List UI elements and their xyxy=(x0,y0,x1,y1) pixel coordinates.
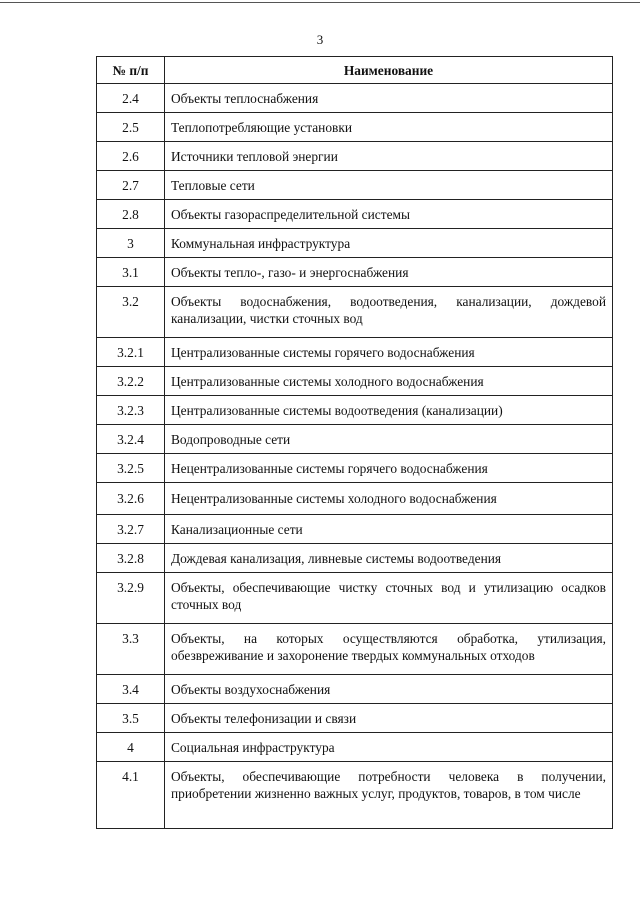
table-row xyxy=(97,200,613,229)
table-row xyxy=(97,84,613,113)
table-row xyxy=(97,544,613,573)
row-number: 2.4 xyxy=(97,84,165,113)
table-row xyxy=(97,675,613,704)
table-row xyxy=(97,733,613,762)
row-name: Водопроводные сети xyxy=(165,425,613,454)
items-table xyxy=(96,56,613,829)
table-row xyxy=(97,624,613,675)
row-name: Централизованные системы водоотведения (канализации) xyxy=(165,396,613,425)
row-name: Социальная инфраструктура xyxy=(165,733,613,762)
row-name: Нецентрализованные системы холодного водоснабжения xyxy=(165,483,613,515)
row-name: Объекты, на которых осуществляются обработка, утилизация, обезвреживание и захоронение твердых коммунальных отходов xyxy=(165,624,613,675)
table-row xyxy=(97,573,613,624)
row-name: Объекты водоснабжения, водоотведения, канализации, дождевой канализации, чистки сточных вод xyxy=(165,287,613,338)
table-row xyxy=(97,515,613,544)
column-header-number: № п/п xyxy=(97,57,165,84)
row-number: 3.2.6 xyxy=(97,483,165,515)
table-row xyxy=(97,113,613,142)
table-row xyxy=(97,454,613,483)
row-number: 3.1 xyxy=(97,258,165,287)
row-name: Объекты воздухоснабжения xyxy=(165,675,613,704)
table-row xyxy=(97,425,613,454)
row-number: 2.5 xyxy=(97,113,165,142)
row-number: 3.2.1 xyxy=(97,338,165,367)
row-name: Нецентрализованные системы горячего водоснабжения xyxy=(165,454,613,483)
row-number: 2.6 xyxy=(97,142,165,171)
row-name: Централизованные системы горячего водоснабжения xyxy=(165,338,613,367)
table-row xyxy=(97,171,613,200)
page-number: 3 xyxy=(316,32,324,47)
row-name: Объекты теплоснабжения xyxy=(165,84,613,113)
row-number: 3.2.5 xyxy=(97,454,165,483)
row-number: 2.8 xyxy=(97,200,165,229)
table-row xyxy=(97,367,613,396)
row-number: 3.2.4 xyxy=(97,425,165,454)
top-border-line xyxy=(0,2,640,3)
row-name: Централизованные системы холодного водоснабжения xyxy=(165,367,613,396)
table-row xyxy=(97,338,613,367)
row-name: Объекты, обеспечивающие потребности человека в получении, приобретении жизненно важных услуг, продуктов, товаров, в том числе xyxy=(165,762,613,829)
row-number: 2.7 xyxy=(97,171,165,200)
table-row xyxy=(97,483,613,515)
row-number: 4.1 xyxy=(97,762,165,829)
table-row xyxy=(97,287,613,338)
row-number: 3.2.3 xyxy=(97,396,165,425)
row-number: 4 xyxy=(97,733,165,762)
row-name: Объекты газораспределительной системы xyxy=(165,200,613,229)
table-row xyxy=(97,258,613,287)
row-name: Тепловые сети xyxy=(165,171,613,200)
row-name: Дождевая канализация, ливневые системы водоотведения xyxy=(165,544,613,573)
table-header-row xyxy=(97,57,613,84)
row-name: Теплопотребляющие установки xyxy=(165,113,613,142)
row-number: 3.5 xyxy=(97,704,165,733)
row-number: 3.4 xyxy=(97,675,165,704)
table-row xyxy=(97,229,613,258)
table-row xyxy=(97,704,613,733)
column-header-name: Наименование xyxy=(165,57,613,84)
row-number: 3 xyxy=(97,229,165,258)
row-name: Источники тепловой энергии xyxy=(165,142,613,171)
row-name: Объекты тепло-, газо- и энергоснабжения xyxy=(165,258,613,287)
table-row xyxy=(97,142,613,171)
row-number: 3.3 xyxy=(97,624,165,675)
row-number: 3.2.7 xyxy=(97,515,165,544)
row-name: Объекты, обеспечивающие чистку сточных вод и утилизацию осадков сточных вод xyxy=(165,573,613,624)
table-row xyxy=(97,396,613,425)
row-number: 3.2.2 xyxy=(97,367,165,396)
row-number: 3.2.9 xyxy=(97,573,165,624)
table-row xyxy=(97,762,613,829)
row-name: Канализационные сети xyxy=(165,515,613,544)
row-number: 3.2 xyxy=(97,287,165,338)
row-number: 3.2.8 xyxy=(97,544,165,573)
row-name: Объекты телефонизации и связи xyxy=(165,704,613,733)
row-name: Коммунальная инфраструктура xyxy=(165,229,613,258)
